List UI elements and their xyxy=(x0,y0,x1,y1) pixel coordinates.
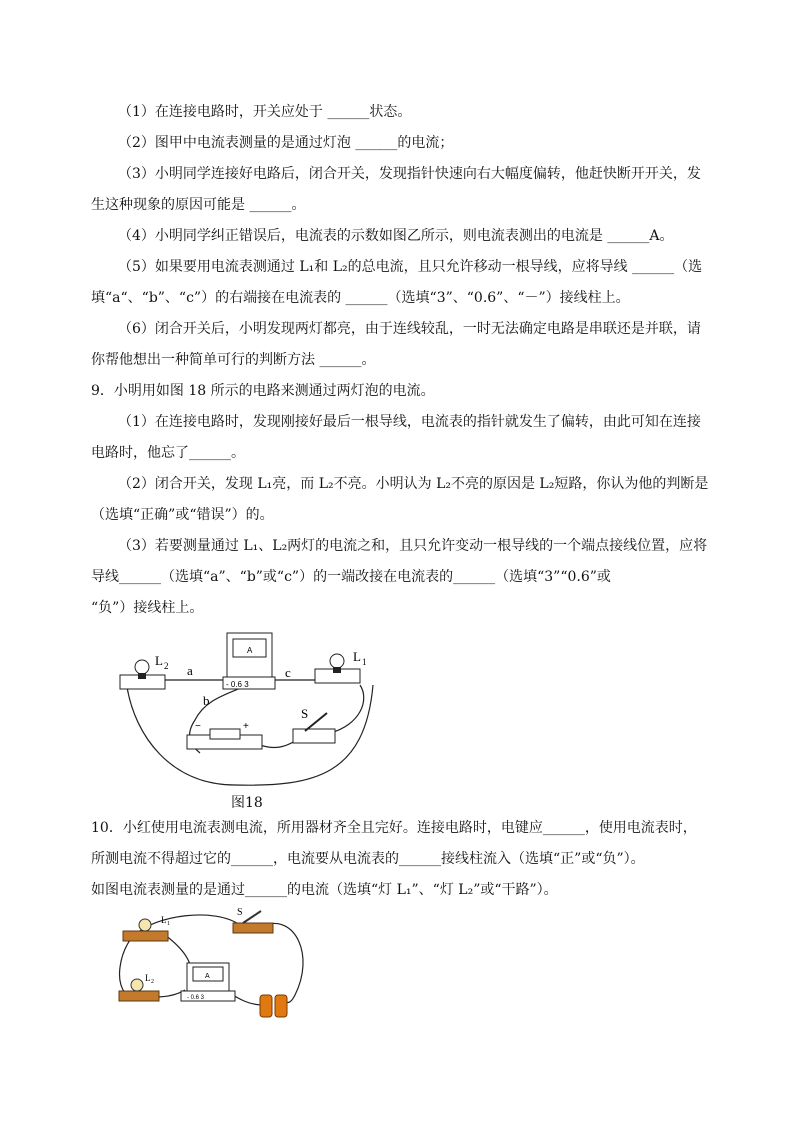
q9-item-3-line3: “负”）接线柱上。 xyxy=(91,600,204,616)
figure-18-caption: 图18 xyxy=(231,795,263,811)
wire-switch-l1 xyxy=(330,685,364,733)
q10-battery-2 xyxy=(275,995,287,1017)
q10-line-1: 10．小红使用电流表测电流，所用器材齐全且完好。连接电路时，电键应______，使用电流表时， xyxy=(91,820,697,836)
q10-l2-label: L xyxy=(145,973,151,983)
q8-item-5-line2: 填“a“、“b”、“c”）的右端接在电流表的 ______（选填“3”、“0.6”、“－”）接线柱上。 xyxy=(91,290,630,306)
svg-text:1: 1 xyxy=(362,657,367,667)
fig18-wire-c-label: c xyxy=(285,665,291,680)
q10-switch-label: S xyxy=(237,907,243,918)
q8-item-3-line1: （3）小明同学连接好电路后，闭合开关，发现指针快速向右大幅度偏转，他赶快断开开关，发 xyxy=(118,166,701,182)
svg-text:2: 2 xyxy=(164,661,169,671)
svg-text:A: A xyxy=(205,973,210,980)
q10-l2-board xyxy=(119,991,159,1001)
q10-line-3: 如图电流表测量的是通过______的电流（选填“灯 L₁”、“灯 L₂”或“干路”）。 xyxy=(91,882,558,898)
fig18-wire-b-label: b xyxy=(203,693,210,708)
q10-circuit-figure xyxy=(115,905,315,1020)
q8-item-5-line1: （5）如果要用电流表测通过 L₁和 L₂的总电流，且只允许移动一根导线，应将导线 ______（选 xyxy=(118,259,703,275)
q8-item-2: （2）图甲中电流表测量的是通过灯泡 ______的电流； xyxy=(118,135,454,151)
q8-item-4: （4）小明同学纠正错误后，电流表的示数如图乙所示，则电流表测出的电流是 ______A。 xyxy=(118,228,674,244)
q10-switch-board xyxy=(233,923,273,933)
q10-l1-label: L xyxy=(161,915,167,925)
battery-cell xyxy=(210,729,240,739)
fig18-switch-label: S xyxy=(301,706,309,721)
svg-text:A: A xyxy=(247,646,253,655)
figure-18-circuit xyxy=(115,625,385,795)
fig18-l1-label: L xyxy=(353,649,361,664)
svg-text:−: − xyxy=(195,721,201,732)
fig18-wire-a-label: a xyxy=(187,663,193,678)
q9-item-1-line2: 电路时，他忘了______。 xyxy=(91,445,245,461)
ammeter-terminals: - 0.6 3 xyxy=(226,680,249,689)
q8-item-3-line2: 生这种现象的原因可能是 ______。 xyxy=(91,197,306,213)
l1-bulb xyxy=(330,654,344,668)
q9-item-2-line1: （2）闭合开关，发现 L₁亮，而 L₂不亮。小明认为 L₂不亮的原因是 L₂短路，你认为他的判断是 xyxy=(118,476,709,492)
fig18-l2-label: L xyxy=(155,653,163,668)
switch-board xyxy=(293,729,335,743)
q10-battery-1 xyxy=(260,995,272,1017)
svg-text:2: 2 xyxy=(151,979,154,985)
svg-text:+: + xyxy=(243,721,249,732)
q9-item-2-line2: （选填“正确”或“错误”）的。 xyxy=(91,507,274,523)
q8-item-1: （1）在连接电路时，开关应处于 ______状态。 xyxy=(118,104,412,120)
q9-item-1-line1: （1）在连接电路时，发现刚接好最后一根导线，电流表的指针就发生了偏转，由此可知在连接 xyxy=(118,414,701,430)
l2-bulb xyxy=(135,660,149,674)
q9-item-3-line1: （3）若要测量通过 L₁、L₂两灯的电流之和，且只允许变动一根导线的一个端点接线位置，应将 xyxy=(118,538,708,554)
q8-item-6-line1: （6）闭合开关后，小明发现两灯都亮，由于连线较乱，一时无法确定电路是串联还是并联，请 xyxy=(118,321,701,337)
q9-item-3-line2: 导线______（选填“a”、“b”或“c”）的一端改接在电流表的______（选填“3”“0.6”或 xyxy=(91,569,611,585)
q10-line-2: 所测电流不得超过它的______，电流要从电流表的______接线柱流入（选填“正”或“负”）。 xyxy=(91,851,645,867)
svg-text:- 0.6 3: - 0.6 3 xyxy=(187,995,205,1001)
q8-item-6-line2: 你帮他想出一种简单可行的判断方法 ______。 xyxy=(91,352,376,368)
wire-battery-switch xyxy=(260,741,295,748)
q9-stem: 9．小明用如图 18 所示的电路来测通过两灯泡的电流。 xyxy=(91,383,435,399)
q10-l1-board xyxy=(123,931,168,941)
svg-text:1: 1 xyxy=(167,921,170,927)
